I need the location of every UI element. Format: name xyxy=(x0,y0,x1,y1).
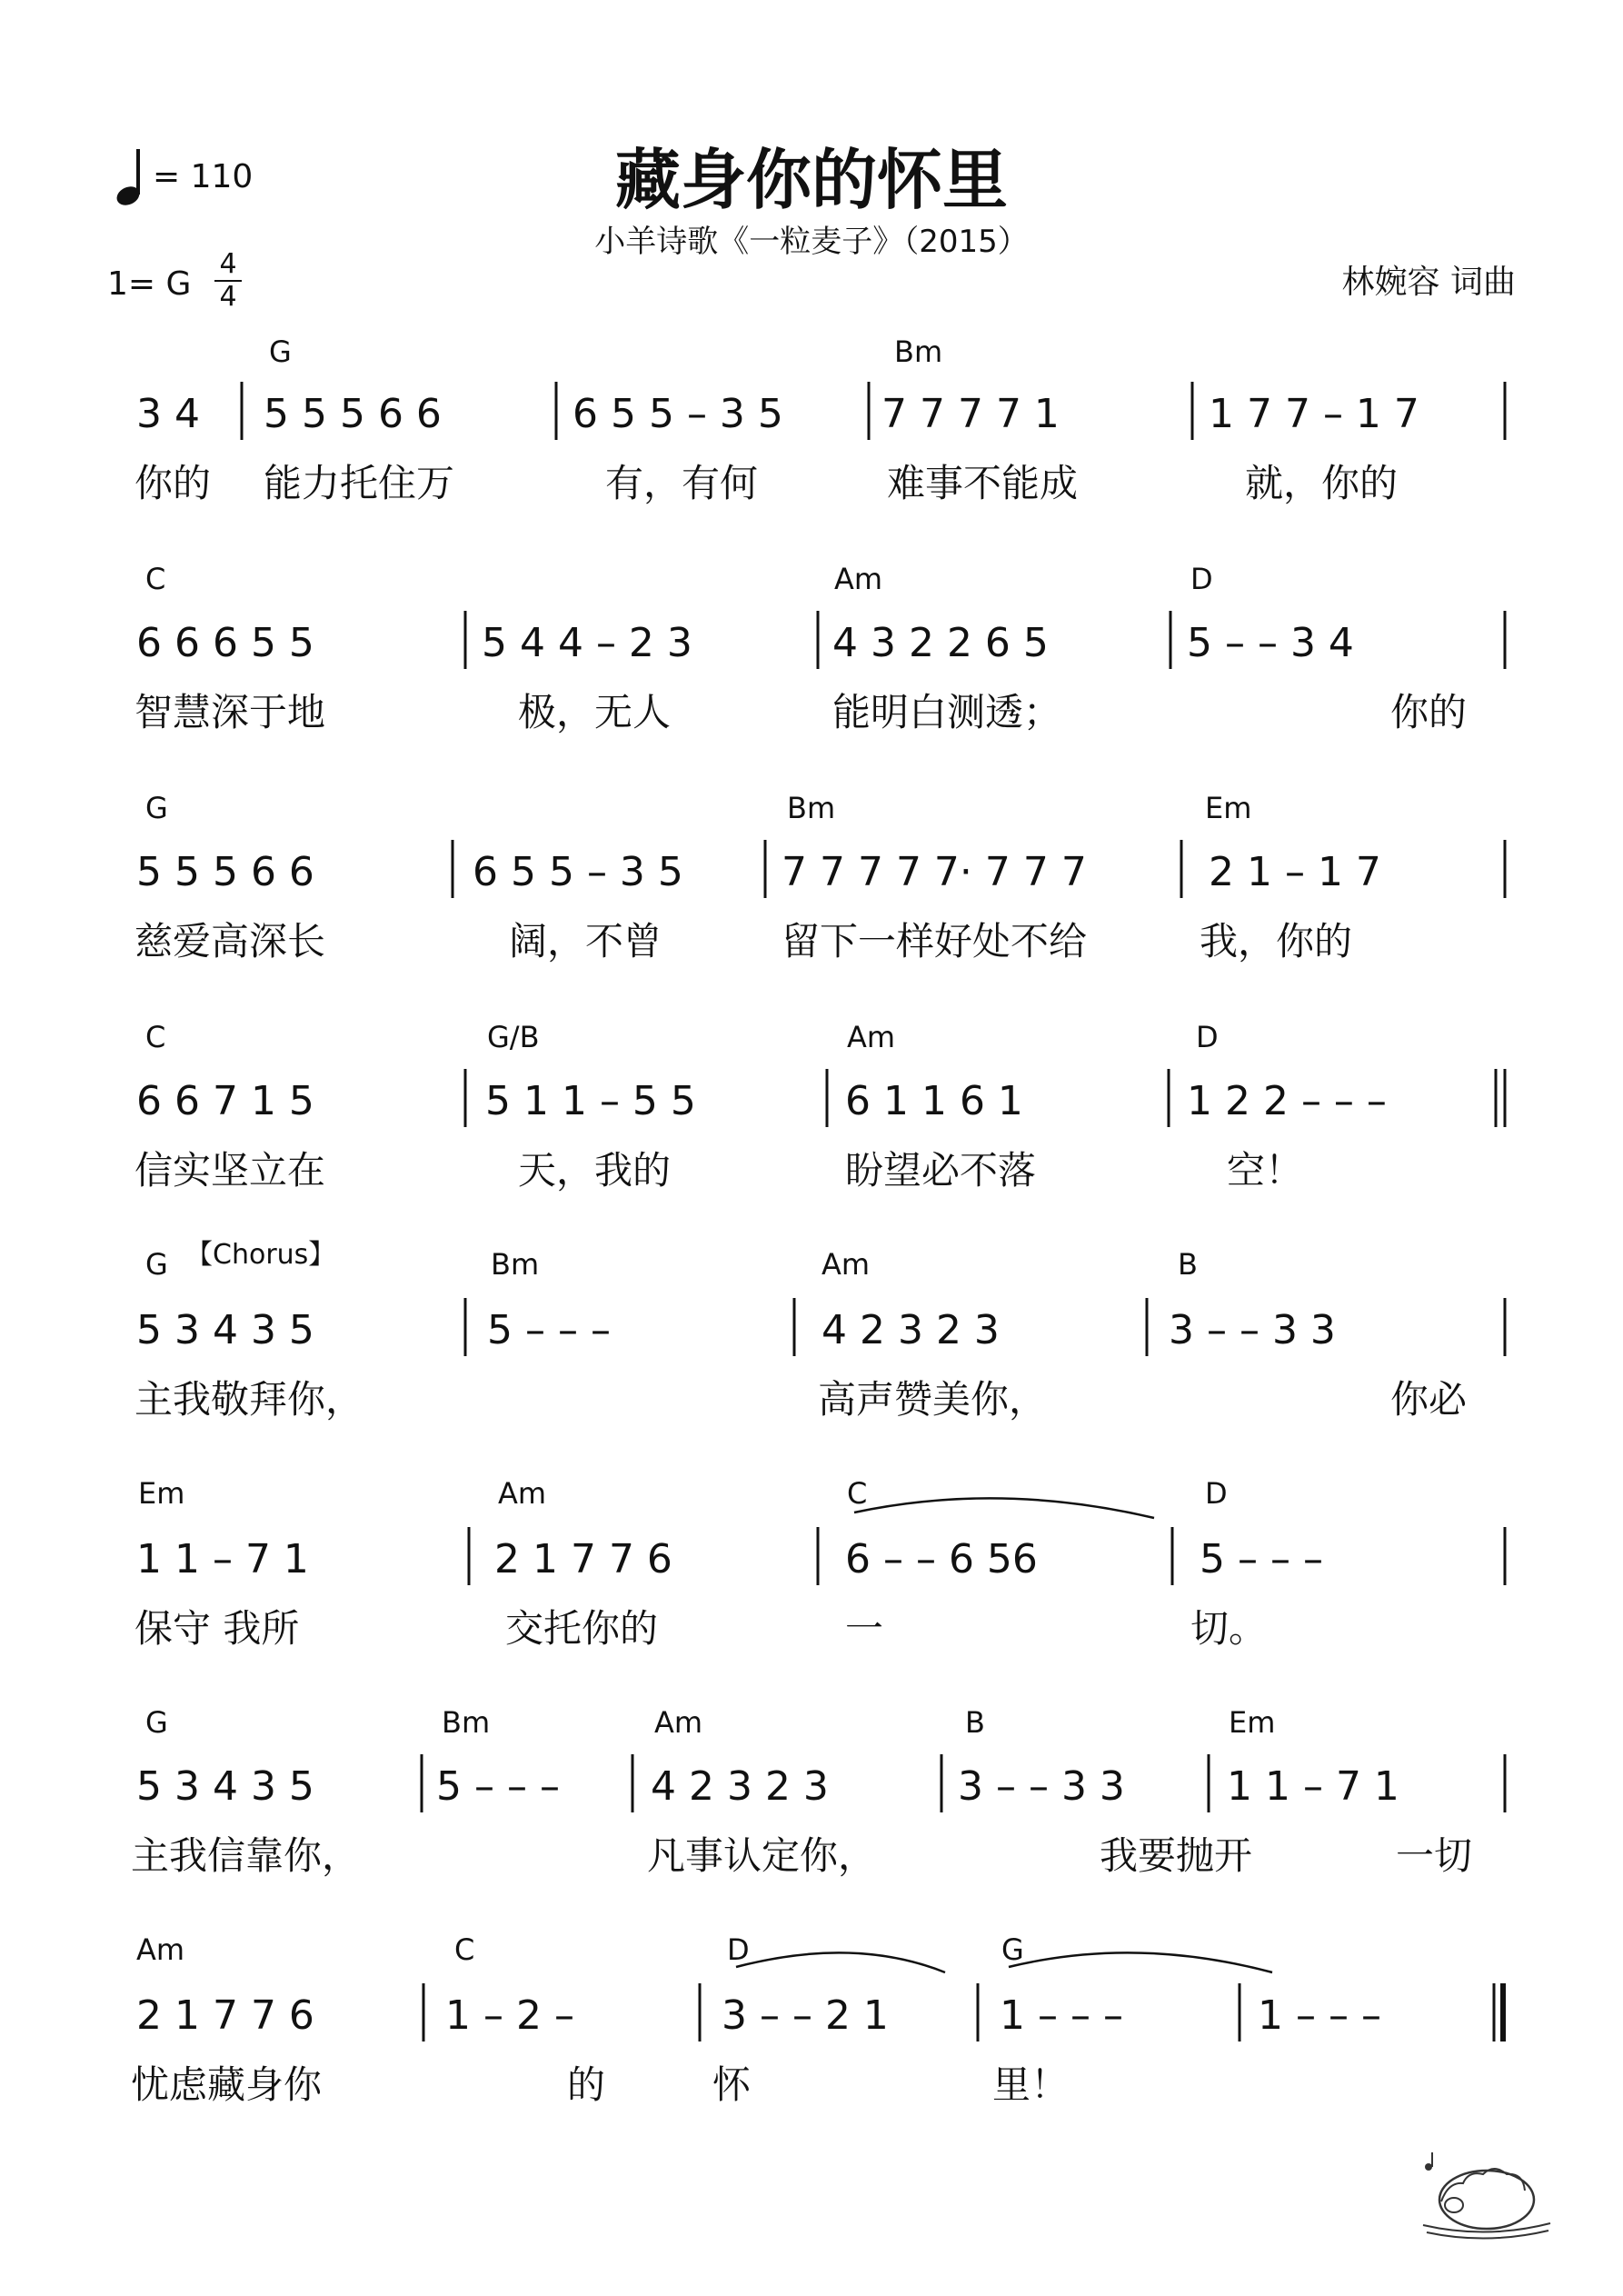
lyrics: 高声赞美你， xyxy=(818,1377,1048,1422)
notes-measure: 2 1 7 7 6 xyxy=(136,1992,314,2039)
lyrics: 盼望必不落 xyxy=(845,1148,1037,1193)
chord: C xyxy=(454,1932,475,1967)
lyrics: 里！ xyxy=(992,2062,1070,2107)
chord: G xyxy=(145,1247,168,1282)
notes-measure: 3 – – 3 3 xyxy=(958,1763,1125,1810)
notes-measure: 1 2 2 – – – xyxy=(1187,1078,1387,1124)
tempo-value: = 110 xyxy=(153,158,254,195)
lyrics: 切。 xyxy=(1190,1606,1268,1651)
system-4 xyxy=(134,1020,1505,1193)
lyrics: 能明白测透； xyxy=(832,690,1062,734)
chord: B xyxy=(1178,1247,1198,1282)
lyrics: 的 xyxy=(567,2062,606,2107)
system-6 xyxy=(134,1476,1505,1651)
chord: Em xyxy=(138,1476,185,1511)
lyrics: 一 xyxy=(845,1606,884,1651)
subtitle: 小羊诗歌《一粒麦子》（2015） xyxy=(594,224,1029,260)
lyrics: 就，你的 xyxy=(1245,461,1399,505)
lyrics: 你的 xyxy=(134,461,212,505)
system-5 xyxy=(134,1239,1505,1422)
chord: Am xyxy=(498,1476,547,1511)
chord: G/B xyxy=(487,1020,540,1054)
time-sig-bottom: 4 xyxy=(219,281,237,313)
notes-measure: 5 – – – xyxy=(436,1763,560,1810)
notes-measure: 4 2 3 2 3 xyxy=(651,1763,829,1810)
lyrics: 忧虑藏身你 xyxy=(131,2062,323,2107)
chord: G xyxy=(145,1705,168,1740)
chord: C xyxy=(847,1476,868,1511)
lyrics: 极，无人 xyxy=(518,690,672,734)
system-7 xyxy=(131,1705,1505,1878)
chord: Bm xyxy=(491,1247,540,1282)
lyrics: 主我信靠你， xyxy=(131,1833,361,1878)
tie-arc xyxy=(736,1952,945,1972)
lyrics: 能力托住万 xyxy=(264,461,455,505)
chord: Am xyxy=(136,1932,185,1967)
chord: Am xyxy=(654,1705,703,1740)
notes-measure: 1 – – – xyxy=(1000,1992,1123,2039)
system-8 xyxy=(131,1932,1503,2107)
notes-measure: 5 3 4 3 5 xyxy=(136,1307,314,1353)
chord: C xyxy=(145,1020,166,1054)
lyrics: 交托你的 xyxy=(505,1606,659,1651)
notes-measure: 2 1 7 7 6 xyxy=(494,1536,672,1582)
lyrics: 你的 xyxy=(1390,690,1468,734)
chord: D xyxy=(1196,1020,1219,1054)
notes-measure: 5 5 5 6 6 xyxy=(264,391,442,437)
notes-measure: 7 7 7 7 1 xyxy=(881,391,1060,437)
notes-measure: 1 1 – 7 1 xyxy=(1227,1763,1399,1810)
notes-measure: 2 1 – 1 7 xyxy=(1209,849,1381,895)
lyrics: 一切 xyxy=(1396,1833,1473,1878)
system-2 xyxy=(134,562,1505,734)
chord: G xyxy=(1001,1932,1024,1967)
chord: Em xyxy=(1229,1705,1276,1740)
notes-measure: 1 1 – 7 1 xyxy=(136,1536,309,1582)
notes-measure: 1 7 7 – 1 7 xyxy=(1209,391,1419,437)
lyrics: 慈爱高深长 xyxy=(134,919,326,963)
lyrics: 你必 xyxy=(1390,1377,1468,1422)
lyrics: 凡事认定你， xyxy=(647,1833,877,1878)
chord: Am xyxy=(847,1020,896,1054)
lyrics: 主我敬拜你， xyxy=(134,1377,364,1422)
notes-measure: 6 1 1 6 1 xyxy=(845,1078,1023,1124)
notes-measure: 5 4 4 – 2 3 xyxy=(482,620,692,666)
lyrics: 保守 我所 xyxy=(134,1606,300,1651)
key-signature: 1= G xyxy=(107,265,192,303)
notes-measure: 6 5 5 – 3 5 xyxy=(473,849,683,895)
notes-measure: 6 6 6 5 5 xyxy=(136,620,314,666)
notes-measure: 5 5 5 6 6 xyxy=(136,849,314,895)
system-1 xyxy=(134,334,1505,505)
lyrics: 有，有何 xyxy=(605,461,759,505)
chord: C xyxy=(145,562,166,596)
notes-measure: 3 4 xyxy=(136,391,200,437)
lyrics: 我，你的 xyxy=(1200,919,1353,963)
tie-arc xyxy=(1009,1952,1272,1972)
notes-measure: 1 – – – xyxy=(1258,1992,1381,2039)
chord: D xyxy=(1190,562,1213,596)
lyrics: 留下一样好处不给 xyxy=(782,919,1088,963)
chord: D xyxy=(1205,1476,1228,1511)
chord: Am xyxy=(821,1247,871,1282)
tie-arc xyxy=(854,1498,1154,1518)
lyrics: 怀 xyxy=(712,2062,752,2107)
system-3 xyxy=(134,791,1505,963)
lyrics: 智慧深于地 xyxy=(134,690,326,734)
notes-measure: 7 7 7 7 7· 7 7 7 xyxy=(782,849,1087,895)
notes-measure: 5 3 4 3 5 xyxy=(136,1763,314,1810)
chorus-label: 【Chorus】 xyxy=(185,1239,336,1271)
notes-measure: 6 6 7 1 5 xyxy=(136,1078,314,1124)
lyrics: 空！ xyxy=(1227,1148,1304,1193)
lyrics: 我要抛开 xyxy=(1100,1833,1253,1878)
lyrics: 阔，不曾 xyxy=(509,919,662,963)
chord: Em xyxy=(1205,791,1252,825)
notes-measure: 3 – – 2 1 xyxy=(722,1992,889,2039)
notes-measure: 5 – – 3 4 xyxy=(1187,620,1354,666)
chord: G xyxy=(145,791,168,825)
page-title: 藏身你的怀里 xyxy=(614,142,1008,218)
notes-measure: 4 3 2 2 6 5 xyxy=(832,620,1049,666)
chord: G xyxy=(269,334,292,369)
notes-measure: 5 – – – xyxy=(1200,1536,1323,1582)
chord: Bm xyxy=(442,1705,491,1740)
notes-measure: 5 1 1 – 5 5 xyxy=(485,1078,696,1124)
lyrics: 难事不能成 xyxy=(887,461,1079,505)
lyrics: 天，我的 xyxy=(518,1148,672,1193)
sheep-logo-icon xyxy=(1414,2145,1559,2245)
chord: B xyxy=(965,1705,985,1740)
notes-measure: 1 – 2 – xyxy=(445,1992,574,2039)
notes-measure: 3 – – 3 3 xyxy=(1169,1307,1336,1353)
chord: Bm xyxy=(787,791,836,825)
chord: Bm xyxy=(894,334,943,369)
notes-measure: 6 – – 6 56 xyxy=(845,1536,1038,1582)
notes-measure: 5 – – – xyxy=(487,1307,611,1353)
lyrics: 信实坚立在 xyxy=(134,1148,326,1193)
notes-measure: 4 2 3 2 3 xyxy=(821,1307,1000,1353)
time-sig-top: 4 xyxy=(219,248,237,280)
notes-measure: 6 5 5 – 3 5 xyxy=(573,391,783,437)
composer-credit: 林婉容 词曲 xyxy=(1341,264,1516,301)
chord: Am xyxy=(834,562,883,596)
chord: D xyxy=(727,1932,750,1967)
